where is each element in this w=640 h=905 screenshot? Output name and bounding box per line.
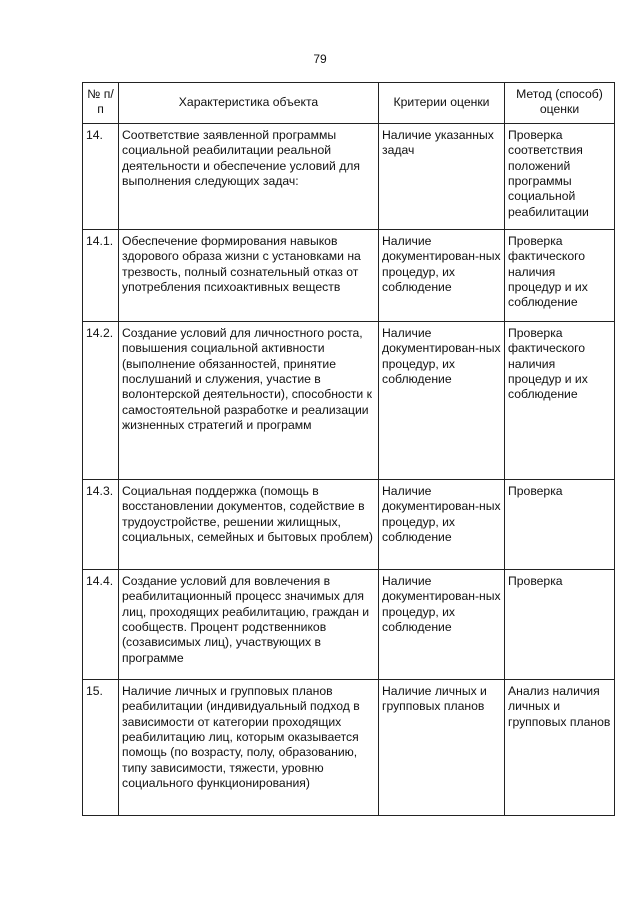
table-row <box>83 123 615 229</box>
row-num: 14.2. <box>83 321 119 479</box>
row-criteria: Наличие документирован-ных процедур, их соблюдение <box>379 479 505 569</box>
row-characteristic: Обеспечение формирования навыков здорового образа жизни с установками на трезвость, полный сознательный отказ от употребления психоактивных веществ <box>119 229 379 321</box>
header-criteria: Критерии оценки <box>379 83 505 124</box>
header-num: № п/п <box>83 83 119 124</box>
row-characteristic: Социальная поддержка (помощь в восстановлении документов, содействие в трудоустройстве, решении жилищных, социальных, семейных и бытовых проблем) <box>119 479 379 569</box>
row-num: 15. <box>83 679 119 815</box>
row-method: Проверка фактического наличия процедур и их соблюдение <box>505 321 615 479</box>
criteria-table <box>82 82 615 816</box>
row-characteristic: Создание условий для личностного роста, повышения социальной активности (выполнение обязанностей, принятие послушаний и служения, участие в волонтерской деятельности), способности к самостоятельной разработке и реализации жизненных стратегий и программ <box>119 321 379 479</box>
row-criteria: Наличие документирован-ных процедур, их соблюдение <box>379 229 505 321</box>
header-method: Метод (способ) оценки <box>505 83 615 124</box>
table-row <box>83 679 615 815</box>
table-row <box>83 569 615 679</box>
table-row <box>83 321 615 479</box>
row-criteria: Наличие личных и групповых планов <box>379 679 505 815</box>
row-characteristic: Соответствие заявленной программы социальной реабилитации реальной деятельности и обеспечение условий для выполнения следующих задач: <box>119 123 379 229</box>
row-num: 14.1. <box>83 229 119 321</box>
row-num: 14.3. <box>83 479 119 569</box>
table-row <box>83 229 615 321</box>
table-header-row <box>83 83 615 124</box>
row-method: Проверка фактического наличия процедур и их соблюдение <box>505 229 615 321</box>
row-criteria: Наличие документирован-ных процедур, их соблюдение <box>379 569 505 679</box>
row-num: 14. <box>83 123 119 229</box>
row-method: Проверка соответствия положений программы социальной реабилитации <box>505 123 615 229</box>
row-method: Проверка <box>505 569 615 679</box>
row-num: 14.4. <box>83 569 119 679</box>
page-number: 79 <box>313 52 327 66</box>
header-characteristic: Характеристика объекта <box>119 83 379 124</box>
row-characteristic: Создание условий для вовлечения в реабилитационный процесс значимых для лиц, проходящих реабилитацию, граждан и сообществ. Процент родственников (созависимых лиц), участвующих в программе <box>119 569 379 679</box>
table-row <box>83 479 615 569</box>
row-criteria: Наличие указанных задач <box>379 123 505 229</box>
row-method: Проверка <box>505 479 615 569</box>
row-characteristic: Наличие личных и групповых планов реабилитации (индивидуальный подход в зависимости от категории проходящих реабилитацию лиц, которым оказывается помощь (по возрасту, полу, образованию, типу зависимости, тяжести, уровню социального функционирования) <box>119 679 379 815</box>
row-method: Анализ наличия личных и групповых планов <box>505 679 615 815</box>
row-criteria: Наличие документирован-ных процедур, их соблюдение <box>379 321 505 479</box>
